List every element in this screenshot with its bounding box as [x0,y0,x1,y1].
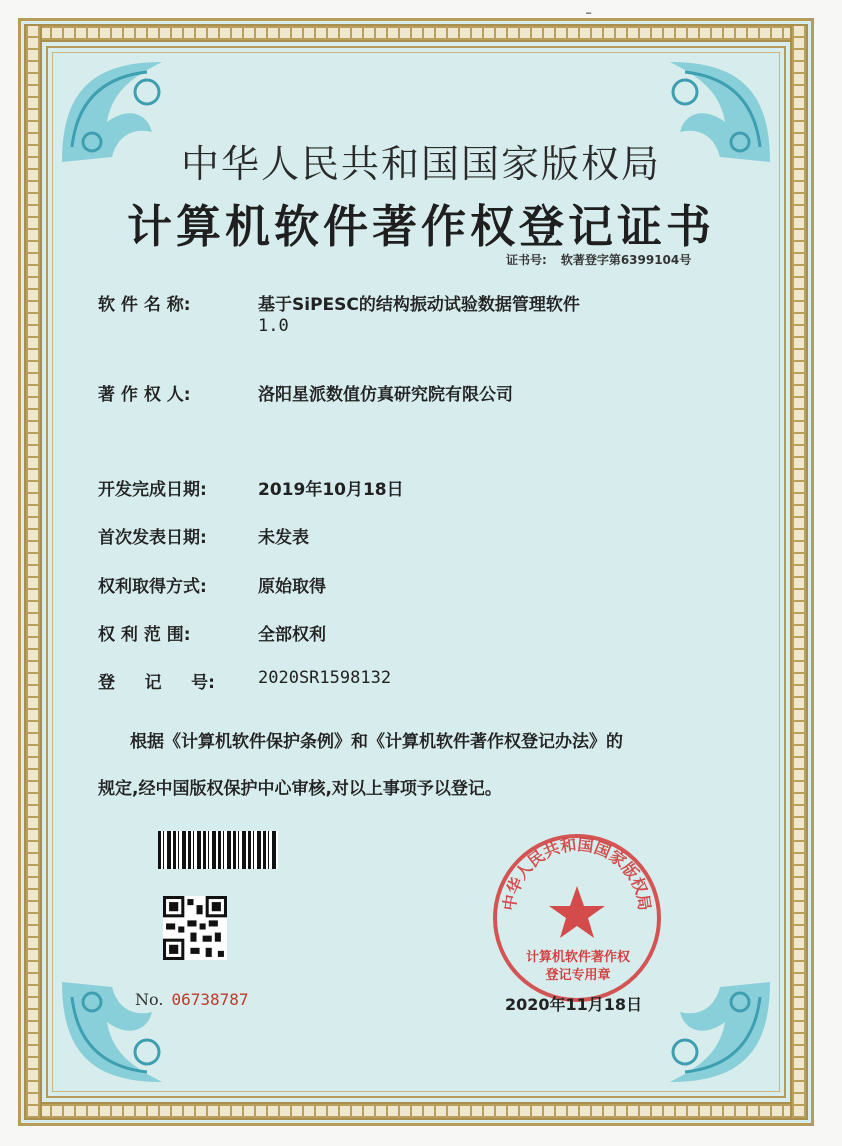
statement-line-2: 规定,经中国版权保护中心审核,对以上事项予以登记。 [98,779,502,799]
field-label: 软 件 名 称: [98,295,191,315]
field-label: 权利取得方式: [98,577,207,597]
border-meander-left [24,24,42,1120]
statement-line-1: 根据《计算机软件保护条例》和《计算机软件著作权登记办法》的 [130,732,623,752]
field-value-version: 1.0 [258,316,289,336]
field-rights-scope [98,620,326,645]
field-value: 基于SiPESC的结构振动试验数据管理软件 [258,295,580,315]
field-label: 著 作 权 人: [98,385,191,405]
field-software-name [98,290,580,315]
field-registration-number [98,668,392,693]
serial-number-prefix: No. [135,990,164,1009]
field-value: 未发表 [258,528,309,548]
certificate-number-label: 证书号: [506,253,547,267]
issue-date: 2020年11月18日 [505,995,643,1014]
field-value: 2019年10月18日 [258,480,404,500]
qr-code [163,896,227,960]
barcode [158,831,278,869]
seal-arc-text: 中华人民共和国国家版权局 [499,834,655,912]
seal-line-1: 计算机软件著作权 [525,950,630,965]
field-software-version [98,316,289,336]
field-acquisition-method [98,572,326,597]
border-meander-top [24,24,808,42]
certificate-title: 计算机软件著作权登记证书 [126,200,715,253]
field-first-publish-date [98,523,309,548]
issuing-authority: 中华人民共和国国家版权局 [180,142,661,186]
field-label: 权 利 范 围: [98,625,191,645]
serial-number-value: 06738787 [171,990,249,1009]
field-copyright-owner [98,380,513,405]
certificate-number-value: 软著登字第6399104号 [560,253,692,267]
field-value: 全部权利 [258,625,326,645]
handwritten-mark: - [585,0,593,24]
seal-line-2: 登记专用章 [545,968,611,983]
field-value: 2020SR1598132 [258,668,392,688]
field-value: 原始取得 [258,577,326,597]
serial-number [135,990,249,1009]
certificate-number [506,251,691,268]
field-development-date [98,475,404,500]
border-meander-bottom [24,1102,808,1120]
border-meander-right [790,24,808,1120]
field-label: 首次发表日期: [98,528,207,548]
seal-star-icon [549,886,605,938]
field-value: 洛阳星派数值仿真研究院有限公司 [258,385,513,405]
field-label: 登 记 号: [98,673,215,693]
field-label: 开发完成日期: [98,480,207,500]
